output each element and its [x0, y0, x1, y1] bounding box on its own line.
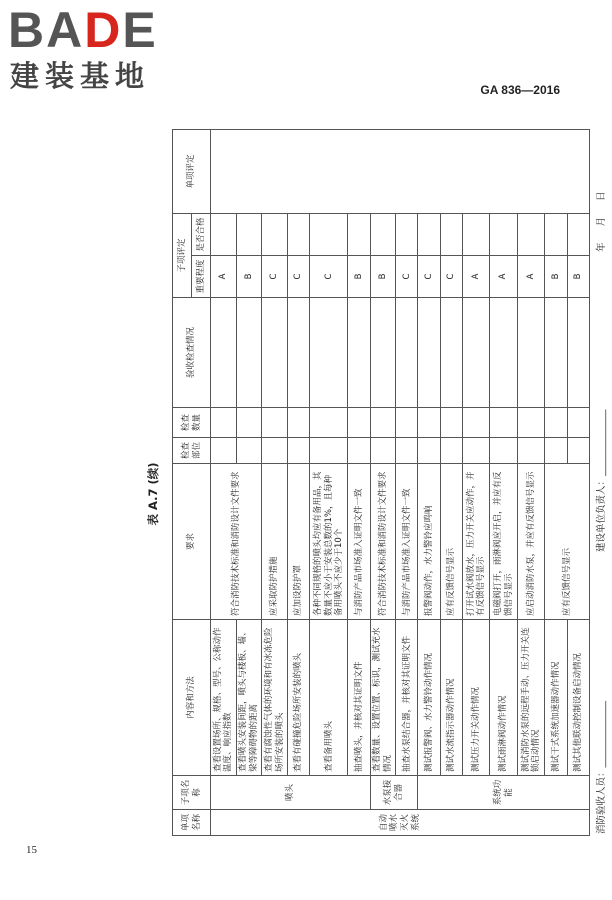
result-cell	[545, 298, 567, 408]
requirement-cell: 应加设防护罩	[288, 464, 310, 620]
requirement-cell: 应启动消防水泵，并应有反馈信号显示	[517, 464, 545, 620]
logo-subtitle: 建装基地	[10, 59, 151, 93]
logo-part: BA	[8, 2, 85, 58]
header-requirement: 要求	[173, 464, 211, 620]
level-cell: B	[236, 256, 262, 298]
header-sub-eval: 子项评定	[173, 213, 192, 297]
requirement-cell: 应有反馈信号显示	[545, 464, 590, 620]
level-cell: C	[262, 256, 288, 298]
quantity-cell	[211, 408, 237, 438]
quantity-cell	[462, 408, 490, 438]
result-cell	[396, 298, 418, 408]
requirement-cell: 与消防产品市场准入证明文件一致	[396, 464, 418, 620]
qualified-cell	[310, 213, 348, 255]
group-sprinkler: 喷头	[211, 776, 371, 810]
requirement-cell: 符合消防技术标准和消防设计文件要求	[370, 464, 396, 620]
requirement-cell: 符合消防技术标准和消防设计文件要求	[211, 464, 262, 620]
requirement-cell: 电磁阀打开，雨淋阀应开启，并应有反馈信号显示	[490, 464, 518, 620]
location-cell	[396, 438, 418, 464]
location-cell	[545, 438, 567, 464]
qualified-cell	[567, 213, 589, 255]
location-cell	[440, 438, 462, 464]
header-content: 内容和方法	[173, 620, 211, 776]
qualified-cell	[545, 213, 567, 255]
result-cell	[490, 298, 518, 408]
content-cell: 测试干式系统加速器动作情况	[545, 620, 567, 776]
quantity-cell	[396, 408, 418, 438]
requirement-cell: 应有反馈信号显示	[440, 464, 462, 620]
header-location: 检查部位	[173, 438, 211, 464]
qualified-cell	[396, 213, 418, 255]
header-qualified: 是否合格	[192, 213, 211, 255]
location-cell	[370, 438, 396, 464]
result-cell	[517, 298, 545, 408]
table-title: 表 A.7 (续)	[146, 462, 160, 526]
result-cell	[211, 298, 237, 408]
location-cell	[211, 438, 237, 464]
qualified-cell	[418, 213, 440, 255]
content-cell: 查看设置场所、规格、型号、公称动作温度、响应指数	[211, 620, 237, 776]
result-cell	[440, 298, 462, 408]
requirement-cell: 各种不同规格的喷头均应有备用品，其数量不应小于安装总数的1%，且每种备用喷头不应少于10个	[310, 464, 348, 620]
content-cell: 查看有腐蚀性气体的环境和有冰冻危险场所安装的喷头	[262, 620, 288, 776]
level-cell: B	[370, 256, 396, 298]
acceptance-table	[172, 129, 590, 836]
qualified-cell	[262, 213, 288, 255]
result-cell	[370, 298, 396, 408]
content-cell: 测试消防水泵的远程手动、压力开关连锁启动情况	[517, 620, 545, 776]
level-cell: A	[490, 256, 518, 298]
content-cell: 查看备用喷头	[310, 620, 348, 776]
content-cell: 抽查水泵结合器，并核对其证明文件	[396, 620, 418, 776]
content-cell: 查看数量、设置位置、标识，测试充水情况	[370, 620, 396, 776]
result-cell	[418, 298, 440, 408]
requirement-cell: 打开试水阀放水，压力开关应动作，并有反馈信号显示	[462, 464, 490, 620]
location-cell	[236, 438, 262, 464]
location-cell	[262, 438, 288, 464]
result-cell	[310, 298, 348, 408]
group-system-function: 系统功能	[418, 776, 590, 810]
builder-label: 建设单位负责人：	[596, 475, 607, 552]
content-cell: 测试压力开关动作情况	[462, 620, 490, 776]
location-cell	[567, 438, 589, 464]
location-cell	[517, 438, 545, 464]
rotated-document	[12, 124, 612, 864]
level-cell: C	[288, 256, 310, 298]
level-cell: A	[462, 256, 490, 298]
qualified-cell	[348, 213, 370, 255]
header-sub-item: 子项名称	[173, 776, 211, 810]
qualified-cell	[490, 213, 518, 255]
qualified-cell	[462, 213, 490, 255]
location-cell	[462, 438, 490, 464]
qualified-cell	[288, 213, 310, 255]
level-cell: B	[348, 256, 370, 298]
content-cell: 测试水流指示器动作情况	[440, 620, 462, 776]
qualified-cell	[440, 213, 462, 255]
quantity-cell	[545, 408, 567, 438]
builder-signature: 建设单位负责人：______________	[596, 409, 607, 552]
qualified-cell	[211, 213, 237, 255]
header-importance: 重要程度	[192, 256, 211, 298]
content-cell: 查看喷头安装间距，喷头与楼板、墙、梁等障碍物的距离	[236, 620, 262, 776]
quantity-cell	[517, 408, 545, 438]
content-cell: 测试其他联动控制设备启动情况	[567, 620, 589, 776]
inspector-signature: 消防验收人员：______________	[596, 700, 607, 834]
content-cell: 测试报警阀、水力警铃动作情况	[418, 620, 440, 776]
logo-part: E	[122, 2, 158, 58]
qualified-cell	[370, 213, 396, 255]
group-pump-connector: 水泵接合器	[370, 776, 418, 810]
date-line: 年月日	[596, 175, 607, 252]
logo-accent: D	[84, 2, 123, 58]
quantity-cell	[440, 408, 462, 438]
result-cell	[348, 298, 370, 408]
location-cell	[288, 438, 310, 464]
level-cell: A	[211, 256, 237, 298]
requirement-cell: 与消防产品市场准入证明文件一致	[348, 464, 370, 620]
result-cell	[567, 298, 589, 408]
content-cell: 抽查喷头，并核对其证明文件	[348, 620, 370, 776]
header-result: 验收检查情况	[173, 298, 211, 408]
quantity-cell	[370, 408, 396, 438]
result-cell	[262, 298, 288, 408]
quantity-cell	[236, 408, 262, 438]
quantity-cell	[348, 408, 370, 438]
requirement-cell: 报警阀动作，水力警铃应鸣响	[418, 464, 440, 620]
page-number: 15	[26, 844, 37, 856]
standard-number: GA 836—2016	[480, 83, 560, 97]
location-cell	[418, 438, 440, 464]
level-cell: A	[517, 256, 545, 298]
unit-eval-cell	[211, 129, 590, 213]
qualified-cell	[236, 213, 262, 255]
location-cell	[348, 438, 370, 464]
result-cell	[236, 298, 262, 408]
quantity-cell	[262, 408, 288, 438]
quantity-cell	[310, 408, 348, 438]
header-unit-eval: 单项评定	[173, 129, 211, 213]
unit-name-cell: 自动喷水灭火系统	[211, 810, 590, 836]
qualified-cell	[517, 213, 545, 255]
quantity-cell	[418, 408, 440, 438]
result-cell	[288, 298, 310, 408]
location-cell	[490, 438, 518, 464]
level-cell: C	[396, 256, 418, 298]
inspector-label: 消防验收人员：	[596, 767, 607, 834]
location-cell	[310, 438, 348, 464]
level-cell: C	[440, 256, 462, 298]
level-cell: C	[310, 256, 348, 298]
header-quantity: 检查数量	[173, 408, 211, 438]
result-cell	[462, 298, 490, 408]
level-cell: C	[418, 256, 440, 298]
quantity-cell	[288, 408, 310, 438]
quantity-cell	[490, 408, 518, 438]
quantity-cell	[567, 408, 589, 438]
level-cell: B	[567, 256, 589, 298]
requirement-cell: 应采取防护措施	[262, 464, 288, 620]
level-cell: B	[545, 256, 567, 298]
content-cell: 测试雨淋阀动作情况	[490, 620, 518, 776]
logo-wordmark	[8, 4, 158, 56]
content-cell: 查看有碰撞危险场所安装的喷头	[288, 620, 310, 776]
header-unit-name: 单项名称	[173, 810, 211, 836]
